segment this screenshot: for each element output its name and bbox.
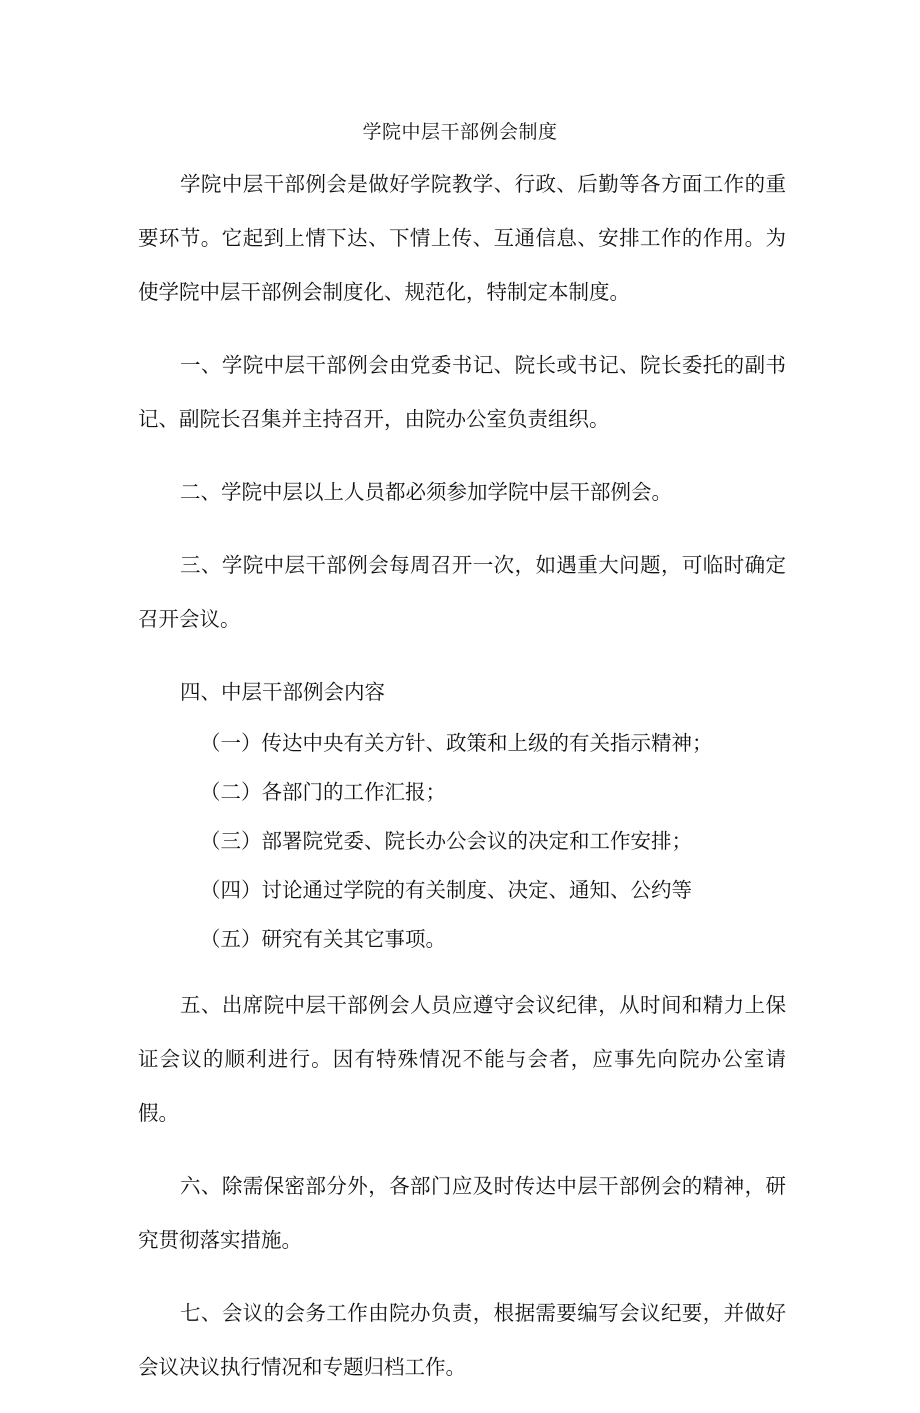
clause-5: 五、出席院中层干部例会人员应遵守会议纪律，从时间和精力上保证会议的顺利进行。因有特殊情况不能与会者，应事先向院办公室请假。	[138, 993, 786, 1125]
clause-3: 三、学院中层干部例会每周召开一次，如遇重大问题，可临时确定召开会议。	[138, 553, 786, 631]
clause-1: 一、学院中层干部例会由党委书记、院长或书记、院长委托的副书记、副院长召集并主持召开，由院办公室负责组织。	[138, 353, 786, 431]
list-item: （二）各部门的工作汇报；	[200, 780, 446, 804]
list-item: （四）讨论通过学院的有关制度、决定、通知、公约等	[200, 878, 692, 902]
document-body	[138, 157, 786, 1413]
list-item: （三）部署院党委、院长办公会议的决定和工作安排；	[200, 829, 692, 853]
clause-4-heading: 四、中层干部例会内容	[180, 680, 385, 704]
clause-6: 六、除需保密部分外，各部门应及时传达中层干部例会的精神，研究贯彻落实措施。	[138, 1174, 786, 1252]
document-title: 学院中层干部例会制度	[362, 121, 558, 143]
clause-4-items	[138, 719, 786, 964]
clause-2: 二、学院中层以上人员都必须参加学院中层干部例会。	[180, 480, 672, 504]
intro-paragraph: 学院中层干部例会是做好学院教学、行政、后勤等各方面工作的重要环节。它起到上情下达、下情上传、互通信息、安排工作的作用。为使学院中层干部例会制度化、规范化，特制定本制度。	[138, 172, 786, 304]
list-item: （五）研究有关其它事项。	[200, 927, 446, 951]
list-item: （一）传达中央有关方针、政策和上级的有关指示精神；	[200, 731, 713, 755]
clause-7: 七、会议的会务工作由院办负责，根据需要编写会议纪要，并做好会议决议执行情况和专题归档工作。	[138, 1301, 786, 1379]
